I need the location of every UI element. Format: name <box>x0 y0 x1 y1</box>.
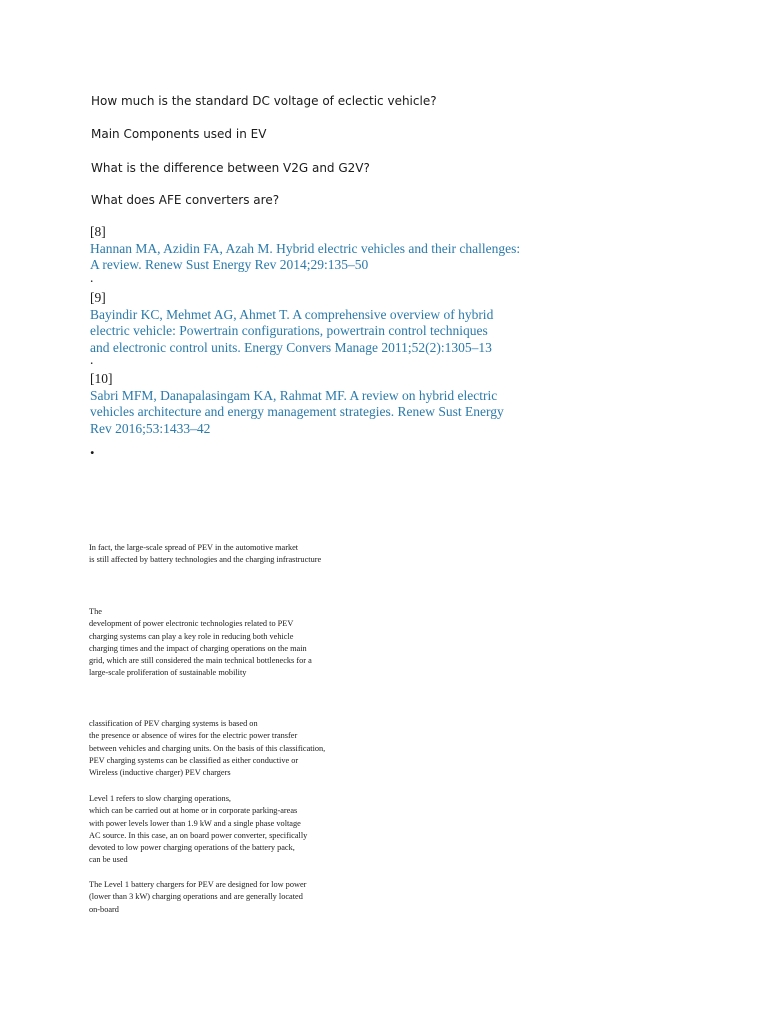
question-main-components: Main Components used in EV <box>91 127 267 141</box>
paragraph-line: In fact, the large-scale spread of PEV in the automotive market <box>89 543 299 552</box>
reference-text-line[interactable]: A review. Renew Sust Energy Rev 2014;29:135–50 <box>90 257 369 272</box>
question-v2g-g2v: What is the difference between V2G and G2V? <box>91 161 370 175</box>
paragraph-line: Level 1 refers to slow charging operations, <box>89 794 232 803</box>
reference-number: [10] <box>90 371 113 386</box>
paragraph-pev-spread <box>89 542 429 567</box>
paragraph-line: the presence or absence of wires for the electric power transfer <box>89 731 298 741</box>
paragraph-line: PEV charging systems can be classified as either conductive or <box>89 755 299 765</box>
reference-text-line[interactable]: Bayindir KC, Mehmet AG, Ahmet T. A comprehensive overview of hybrid <box>90 306 494 322</box>
reference-9 <box>90 290 550 367</box>
reference-text-line[interactable]: Hannan MA, Azidin FA, Azah M. Hybrid electric vehicles and their challenges: <box>90 240 521 256</box>
question-dc-voltage: How much is the standard DC voltage of eclectic vehicle? <box>91 94 437 108</box>
paragraph-line: which can be carried out at home or in corporate parking-areas <box>89 806 298 816</box>
paragraph-line: with power levels lower than 1.9 kW and a single phase voltage <box>89 818 301 828</box>
paragraph-line: devoted to low power charging operations of the battery pack, <box>89 843 295 853</box>
reference-text-line[interactable]: and electronic control units. Energy Convers Manage 2011;52(2):1305–13 <box>90 339 492 355</box>
paragraph-line: Wireless (inductive charger) PEV chargers <box>89 768 231 778</box>
paragraph-line: AC source. In this case, an on board power converter, specifically <box>89 830 308 840</box>
paragraph-line: between vehicles and charging units. On the basis of this classification, <box>89 743 326 753</box>
reference-number: [9] <box>90 290 106 305</box>
paragraph-line: is still affected by battery technologies and the charging infrastructure <box>89 555 322 565</box>
reference-trailing-period: . <box>90 352 94 367</box>
paragraph-line: charging systems can play a key role in reducing both vehicle <box>89 631 294 641</box>
paragraph-line: can be used <box>89 855 128 865</box>
paragraph-classification <box>89 718 429 779</box>
paragraph-line: on-board <box>89 904 119 914</box>
reference-10 <box>90 371 550 437</box>
paragraph-level-1-chargers <box>89 879 429 916</box>
reference-text-line[interactable]: electric vehicle: Powertrain configurations, powertrain control techniques <box>90 323 488 338</box>
paragraph-line: grid, which are still considered the main technical bottlenecks for a <box>89 656 312 666</box>
reference-text-line[interactable]: vehicles architecture and energy management strategies. Renew Sust Energy <box>90 404 504 419</box>
paragraph-line: charging times and the impact of charging operations on the main <box>89 643 307 653</box>
paragraph-line: The Level 1 battery chargers for PEV are designed for low power <box>89 880 307 889</box>
question-afe-converters: What does AFE converters are? <box>91 193 280 207</box>
reference-text-line[interactable]: Rev 2016;53:1433–42 <box>90 420 211 436</box>
paragraph-power-electronics <box>89 606 429 680</box>
paragraph-line: development of power electronic technologies related to PEV <box>89 619 294 629</box>
paragraph-line: (lower than 3 kW) charging operations and are generally located <box>89 892 303 902</box>
paragraph-line: large-scale proliferation of sustainable mobility <box>89 668 247 678</box>
reference-text-line[interactable]: Sabri MFM, Danapalasingam KA, Rahmat MF. A review on hybrid electric <box>90 387 498 403</box>
paragraph-line: The <box>89 607 102 616</box>
reference-trailing-period: . <box>90 269 94 285</box>
reference-8 <box>90 224 550 285</box>
reference-number: [8] <box>90 224 106 239</box>
paragraph-level-1 <box>89 793 429 867</box>
reference-trailing-period: . <box>90 438 95 458</box>
paragraph-line: classification of PEV charging systems is based on <box>89 719 258 728</box>
